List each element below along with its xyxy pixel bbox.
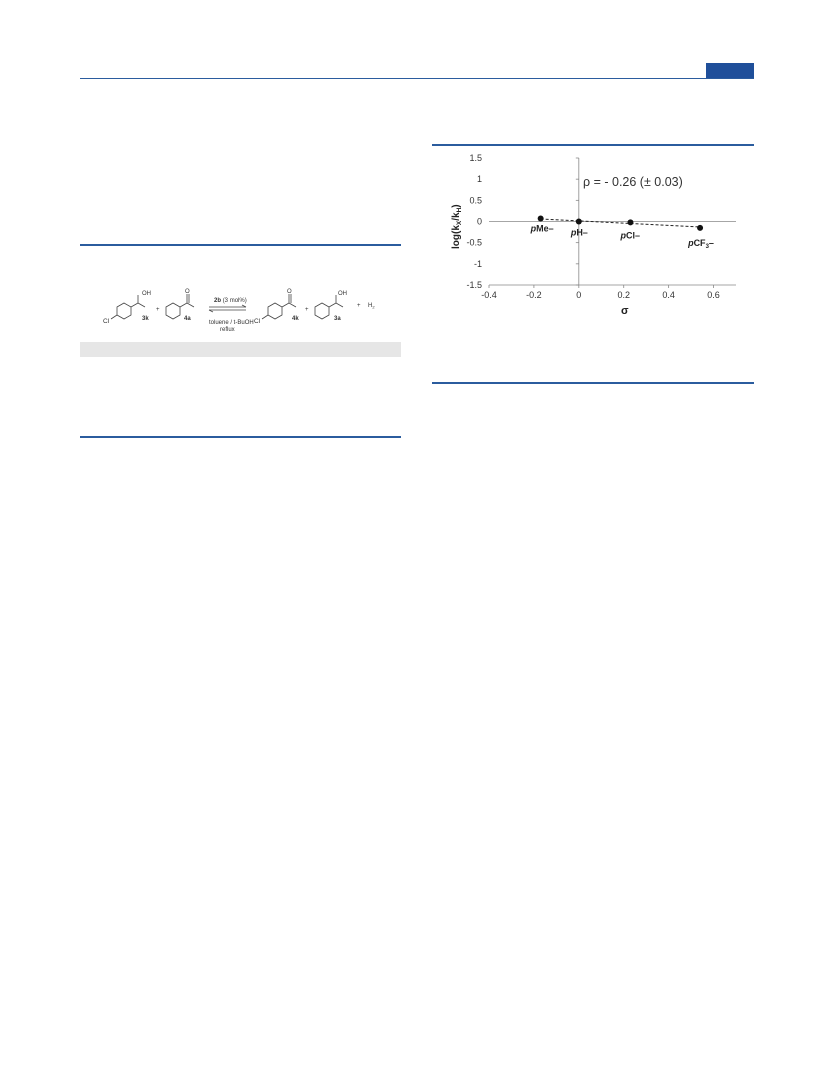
y-axis-label: $\log(k_X/k_H)$ [451,204,463,249]
compound-4k-label: 4k [292,316,299,322]
catalyst-loading: (3 mol%) [222,298,247,304]
hydrogen-subscript: 2 [372,304,375,310]
plus-sign-3: + [357,303,361,309]
plus-sign-1: + [156,307,160,313]
compound-4a-label: 4a [184,316,191,322]
x-tick-label: 0.4 [662,290,675,300]
compound-4k-structure [262,294,296,319]
plus-sign-2: + [305,307,309,313]
x-axis-label: σ [621,305,629,317]
svg-text:2b (3 mol%) [214,298,247,304]
compound-3a-label: 3a [334,316,341,322]
compound-3k-structure [111,295,145,319]
data-point [697,225,703,231]
equilibrium-arrows [209,305,246,312]
table-header-band [80,342,401,357]
y-tick-label: -1 [473,258,482,269]
hydrogen-label: H [368,303,373,309]
point-labels [530,224,714,250]
compound-4a-o: O [185,289,190,295]
header-tab [706,63,754,78]
x-tick-labels [481,285,720,300]
point-label: pH– [570,227,588,238]
point-label: pCl– [620,230,640,241]
compound-3k-oh: OH [142,291,151,297]
y-tick-label: 0.5 [469,195,482,206]
x-tick-label: 0 [576,290,582,300]
y-tick-label: 1 [476,174,482,185]
catalyst-label: 2b [214,298,222,304]
figure-bottom-rule [432,382,754,384]
hammett-plot [432,150,754,320]
chart-title: ρ = - 0.26 (± 0.03) [583,175,683,189]
solvent-label: toluene / t-BuOH [209,320,254,326]
data-point [576,219,582,225]
compound-3k-cl: Cl [103,318,110,325]
data-point [627,219,633,225]
point-label: pMe– [530,223,554,234]
data-points [538,216,703,231]
scheme-bottom-rule [80,436,401,438]
compound-3k-label: 3k [142,316,149,322]
x-tick-label: -0.4 [481,290,497,300]
reaction-scheme [80,280,401,338]
x-tick-label: -0.2 [526,290,542,300]
compound-4k-cl: Cl [254,318,261,325]
x-tick-label: 0.6 [707,290,720,300]
figure-top-rule [432,144,754,146]
fit-line [541,219,700,227]
condition-label: reflux [220,327,235,333]
y-tick-label: -1.5 [466,280,482,290]
compound-4k-o: O [287,289,292,295]
y-tick-label: -0.5 [466,237,482,248]
y-tick-label: 0 [476,216,482,227]
data-point [538,216,544,222]
compound-3a-oh: OH [338,291,347,297]
y-tick-label: 1.5 [469,153,482,163]
header-rule [80,78,754,79]
x-tick-label: 0.2 [617,290,630,300]
scheme-top-rule [80,244,401,246]
point-label: pCF$_3$– [688,237,714,250]
svg-text:H2 [368,303,375,310]
